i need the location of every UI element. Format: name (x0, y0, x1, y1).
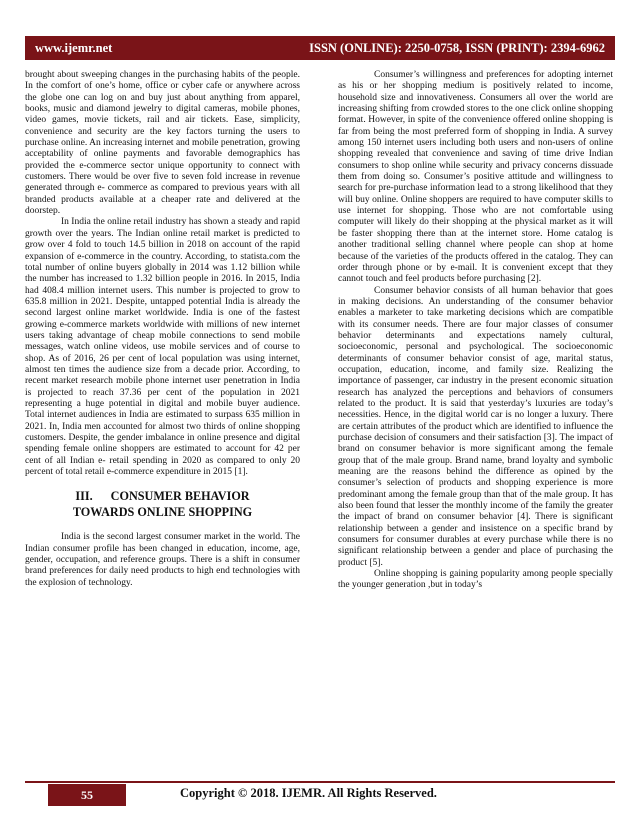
section-title-line-1: CONSUMER BEHAVIOR (110, 489, 250, 504)
left-paragraph-3: India is the second largest consumer market in the world. The Indian consumer profile has been changed in education, income, age, gender, occupation, and reference groups. There is a shift in consumer brand preferences for daily need products to high end technologies with the explosion of technology. (25, 532, 300, 588)
page-number: 55 (48, 784, 126, 806)
left-paragraph-2: In India the online retail industry has shown a steady and rapid growth over the years. The Indian online retail market is predicted to grow over 4 fold to touch 14.5 billion in 2018 on account of the rapid expansion of e-commerce in the country. According, to statista.com the total number of online buyers globally in 2014 was 1.12 billion while the number has increased to 1.32 billion people in 2016. In 2015, India had 408.4 million internet users. This number is projected to grow to 635.8 million in 2021. Despite, untapped potential India is already the second largest online market worldwide. India is one of the fastest growing e-commerce markets worldwide with millions of new internet users taking advantage of cheap mobile connections to send mobile messages, watch online videos, use mobile services and of course to shop. As of 2016, 26 per cent of local population was using internet, almost ten times the audience size from a decade prior. According, to recent market research mobile phone internet user penetration in India is projected to reach 37.36 per cent of the population in 2021 representing a huge potential in digital and mobile buyer audience. Total internet audiences in India are estimated to surpass 635 million in 2021. In, India men accounted for almost two thirds of online shopping customers. Despite, the gender imbalance in online presence and digital spending female online shoppers are estimated to account for 42 per cent of all Indian e- retail spending in 2020 as compared to only 20 percent of total retail e-commerce expenditure in 2015 [1]. (25, 217, 300, 478)
copyright-notice: Copyright © 2018. IJEMR. All Rights Reserved. (180, 786, 437, 800)
right-paragraph-3: Online shopping is gaining popularity among people specially the younger generation ,but in today’s (338, 569, 613, 591)
left-column (25, 70, 300, 589)
footer-rule (25, 781, 615, 783)
journal-issn: ISSN (ONLINE): 2250-0758, ISSN (PRINT): 2394-6962 (309, 40, 605, 55)
right-paragraph-1: Consumer’s willingness and preferences for adopting internet as his or her shopping medium is positively related to income, household size and innovativeness. Consumers all over the world are increasing shifting from crowded stores to the one click online shopping format. However, in spite of the convenience offered online shopping is far from being the most preferred form of shopping in India. A survey among 150 internet users including both users and non-users of online shopping revealed that convenience and saving of time drive Indian consumers to shop online while security and privacy concerns dissuade them from doing so. Consumer’s positive attitude and willingness to search for pre-purchase information lead to a strong likelihood that they will buy online. Online shoppers are required to have computer skills to use internet for shopping. Those who are not comfortable using computer will likely do their shopping at the physical market as it will be faster shopping there than at the internet store. Home catalog is another traditional selling channel where people can shop at home because of the varieties of the products offered in the catalog. They can order through phone or by e-mail. It is convenient except that they cannot touch and feel products before purchasing [2]. (338, 70, 613, 285)
journal-header (25, 36, 615, 60)
right-column (338, 70, 613, 592)
section-number: III. (75, 489, 93, 504)
right-paragraph-2: Consumer behavior consists of all human behavior that goes in making decisions. An understanding of the consumer behavior enables a marketer to take marketing decisions which are compatible with its consumer needs. There are four major classes of consumer behavior determinants and expectations namely cultural, socioeconomic, personal and psychological. The socioeconomic determinants of consumer behavior consist of age, marital status, occupation, education, income, and family size. Realizing the importance of passenger, car industry in the present economic situation research has analyzed the perceptions and behaviors of consumers related to the product. It is said that yesterday’s luxuries are today’s necessities. Hence, in the digital world car is no longer a luxury. There are certain attributes of the product which are identified to influence the purchase decision of consumers and their satisfaction [3]. The impact of brand on consumer behavior is more significant among the female group that of the male group. Brand name, brand loyalty and symbolic meaning are the reasons behind the difference as opined by the consumer’s selection of products and shopping experience is more predominant among the female group than that of the male group. It has also been found that lesser the monthly income of the family the greater the impact of brand on consumer behavior [4]. There is significant relationship between a gender and insistence on a specific brand by consumers for consumer durables at every purchase while there is no significant relationship between a gender and place of purchasing the product [5]. (338, 285, 613, 568)
section-title-line-2: TOWARDS ONLINE SHOPPING (72, 505, 253, 520)
left-paragraph-1: brought about sweeping changes in the purchasing habits of the people. In the comfort of one’s home, office or cyber cafe or anywhere across the globe one can log on and buy just about anything from apparel, books, music and diamond jewelry to digital cameras, mobile phones, video games, movie tickets, rail and air tickets. Ease, simplicity, convenience and security are the key factors turning the users to purchase online. An increasing internet and mobile penetration, growing acceptability of online payments and favorable demographics has provided the e-commerce sector unique opportunity to connect with customers. There would be over five to seven fold increase in revenue generated through e- commerce as compared to previous years with all branded products available at a cheaper rate and delivered at the doorstep. (25, 70, 300, 217)
journal-website: www.ijemr.net (35, 40, 113, 55)
section-heading (25, 488, 300, 520)
